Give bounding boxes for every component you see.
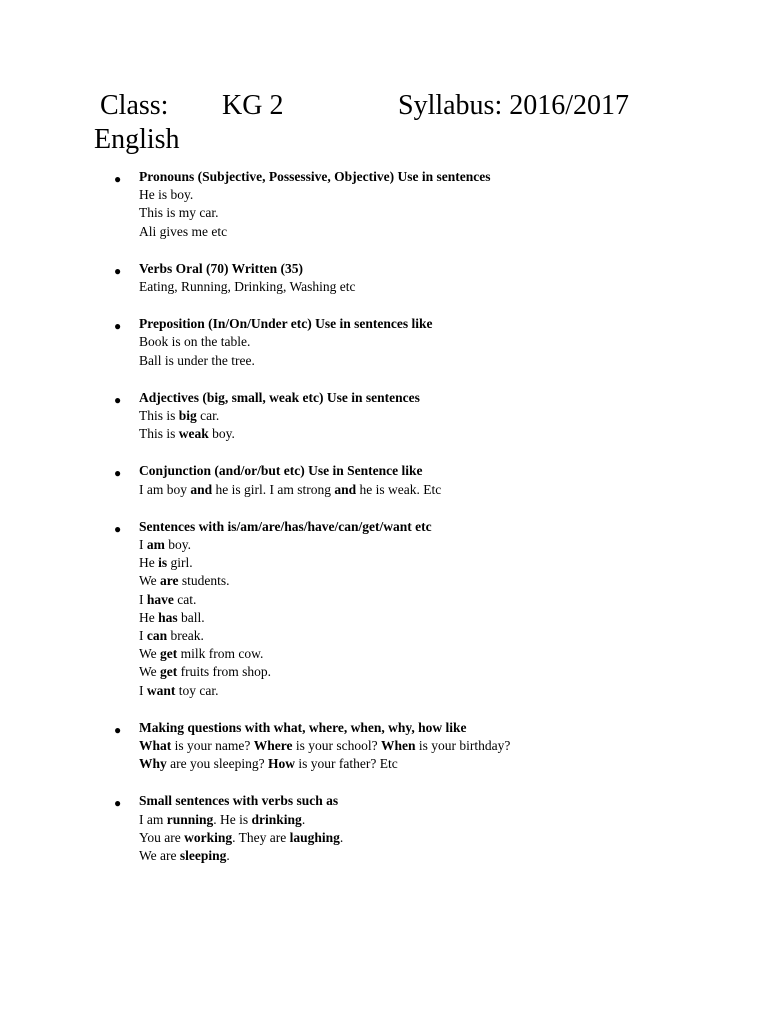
example-line [139,223,768,241]
example-text: We are [139,848,180,864]
example-text: I am boy [139,481,191,497]
example-line [139,278,768,296]
example-line [139,186,768,204]
example-line [139,682,768,700]
topic-section [0,719,768,774]
class-label: Class: [100,90,169,121]
example-line [139,333,768,351]
bullet-icon: ● [114,172,122,186]
topic-heading: Small sentences with verbs such as [139,793,339,809]
emphasized-word: want [146,682,176,698]
example-line [139,663,768,681]
topic-heading: Preposition (In/On/Under etc) Use in sentences like [139,316,433,332]
emphasized-word: has [158,609,178,625]
topic-section [0,389,768,444]
bullet-icon: ● [114,521,122,536]
example-line [139,204,768,222]
example-text: We [139,646,161,662]
topic-heading: Adjectives (big, small, weak etc) Use in sentences [139,389,420,405]
example-text: . [301,811,306,827]
example-text: . They are [232,829,290,845]
emphasized-word: What [139,738,172,754]
example-text: ball. [177,609,205,625]
example-line [139,536,768,554]
emphasized-word: big [178,408,197,424]
example-text: . [339,829,344,845]
emphasized-word: get [160,646,178,662]
topic-section [0,518,768,700]
emphasized-word: Why [139,756,167,772]
example-text: he is girl. I am strong [212,481,335,497]
example-text: I am [139,811,167,827]
bullet-icon: ● [114,796,122,811]
example-text: . He is [213,811,252,827]
example-line [139,425,768,443]
emphasized-word: laughing [289,829,340,845]
example-text: he is weak. Etc [356,481,442,497]
example-text: toy car. [175,682,219,698]
example-line [139,572,768,590]
example-line [139,627,768,645]
example-text: We [139,573,161,589]
example-line [139,407,768,425]
emphasized-word: and [190,481,213,497]
class-value: KG 2 [222,90,284,121]
example-text: is your school? [292,738,381,754]
topic-heading: Pronouns (Subjective, Possessive, Objective) Use in sentences [139,169,491,184]
example-text: students. [178,573,230,589]
example-text: You are [139,829,185,845]
emphasized-word: weak [178,426,209,442]
example-text: This is my car. [139,205,219,221]
example-text: I [139,682,147,698]
example-text: is your name? [171,738,254,754]
example-line [139,829,768,847]
example-text: I [139,591,147,607]
example-line [139,481,768,499]
example-text: This is [139,408,179,424]
topic-section [0,792,768,865]
emphasized-word: working [184,829,233,845]
example-text: are you sleeping? [166,756,268,772]
topic-heading: Sentences with is/am/are/has/have/can/get/want etc [139,518,432,534]
example-text: car. [196,408,220,424]
emphasized-word: can [146,628,168,644]
bullet-icon: ● [114,722,122,737]
emphasized-word: get [160,664,178,680]
example-text: He is boy. [139,187,194,203]
emphasized-word: are [160,573,179,589]
example-text: This is [139,426,179,442]
example-text: He [139,555,159,571]
emphasized-word: have [146,591,174,607]
example-text: is your father? Etc [294,756,398,772]
example-text: . [226,848,230,864]
example-line [139,755,768,773]
topic-section [0,260,768,296]
bullet-icon: ● [114,392,122,407]
emphasized-word: drinking [251,811,302,827]
emphasized-word: running [166,811,214,827]
example-text: I [139,628,147,644]
emphasized-word: Where [253,738,293,754]
subject-title: English [94,124,180,155]
topic-section [0,168,768,241]
example-text: boy. [208,426,235,442]
example-line [139,847,768,865]
example-line [139,554,768,572]
example-line [139,645,768,663]
emphasized-word: How [267,756,295,772]
example-text: Ball is under the tree. [139,352,255,368]
example-text: I [139,537,147,553]
topic-heading: Making questions with what, where, when, why, how like [139,719,467,735]
emphasized-word: is [158,555,168,571]
topic-section [0,315,768,370]
topic-section [0,462,768,498]
emphasized-word: and [334,481,357,497]
syllabus-topics [0,168,768,884]
emphasized-word: When [381,738,416,754]
syllabus-year: Syllabus: 2016/2017 [398,90,630,121]
example-text: milk from cow. [177,646,264,662]
example-line [139,737,768,755]
example-line [139,352,768,370]
example-line [139,591,768,609]
example-text: Book is on the table. [139,334,251,350]
example-text: We [139,664,161,680]
example-text: girl. [167,555,193,571]
example-line [139,811,768,829]
example-text: He [139,609,159,625]
example-text: cat. [173,591,197,607]
emphasized-word: am [146,537,165,553]
example-text: is your birthday? [415,738,511,754]
topic-heading: Conjunction (and/or/but etc) Use in Sentence like [139,463,423,479]
emphasized-word: sleeping [179,848,227,864]
example-line [139,609,768,627]
topic-heading: Verbs Oral (70) Written (35) [139,260,303,276]
bullet-icon: ● [114,466,122,481]
example-text: break. [167,628,204,644]
bullet-icon: ● [114,263,122,278]
example-text: fruits from shop. [177,664,272,680]
example-text: Eating, Running, Drinking, Washing etc [139,279,356,295]
example-text: Ali gives me etc [139,223,228,239]
example-text: boy. [164,537,191,553]
bullet-icon: ● [114,319,122,334]
